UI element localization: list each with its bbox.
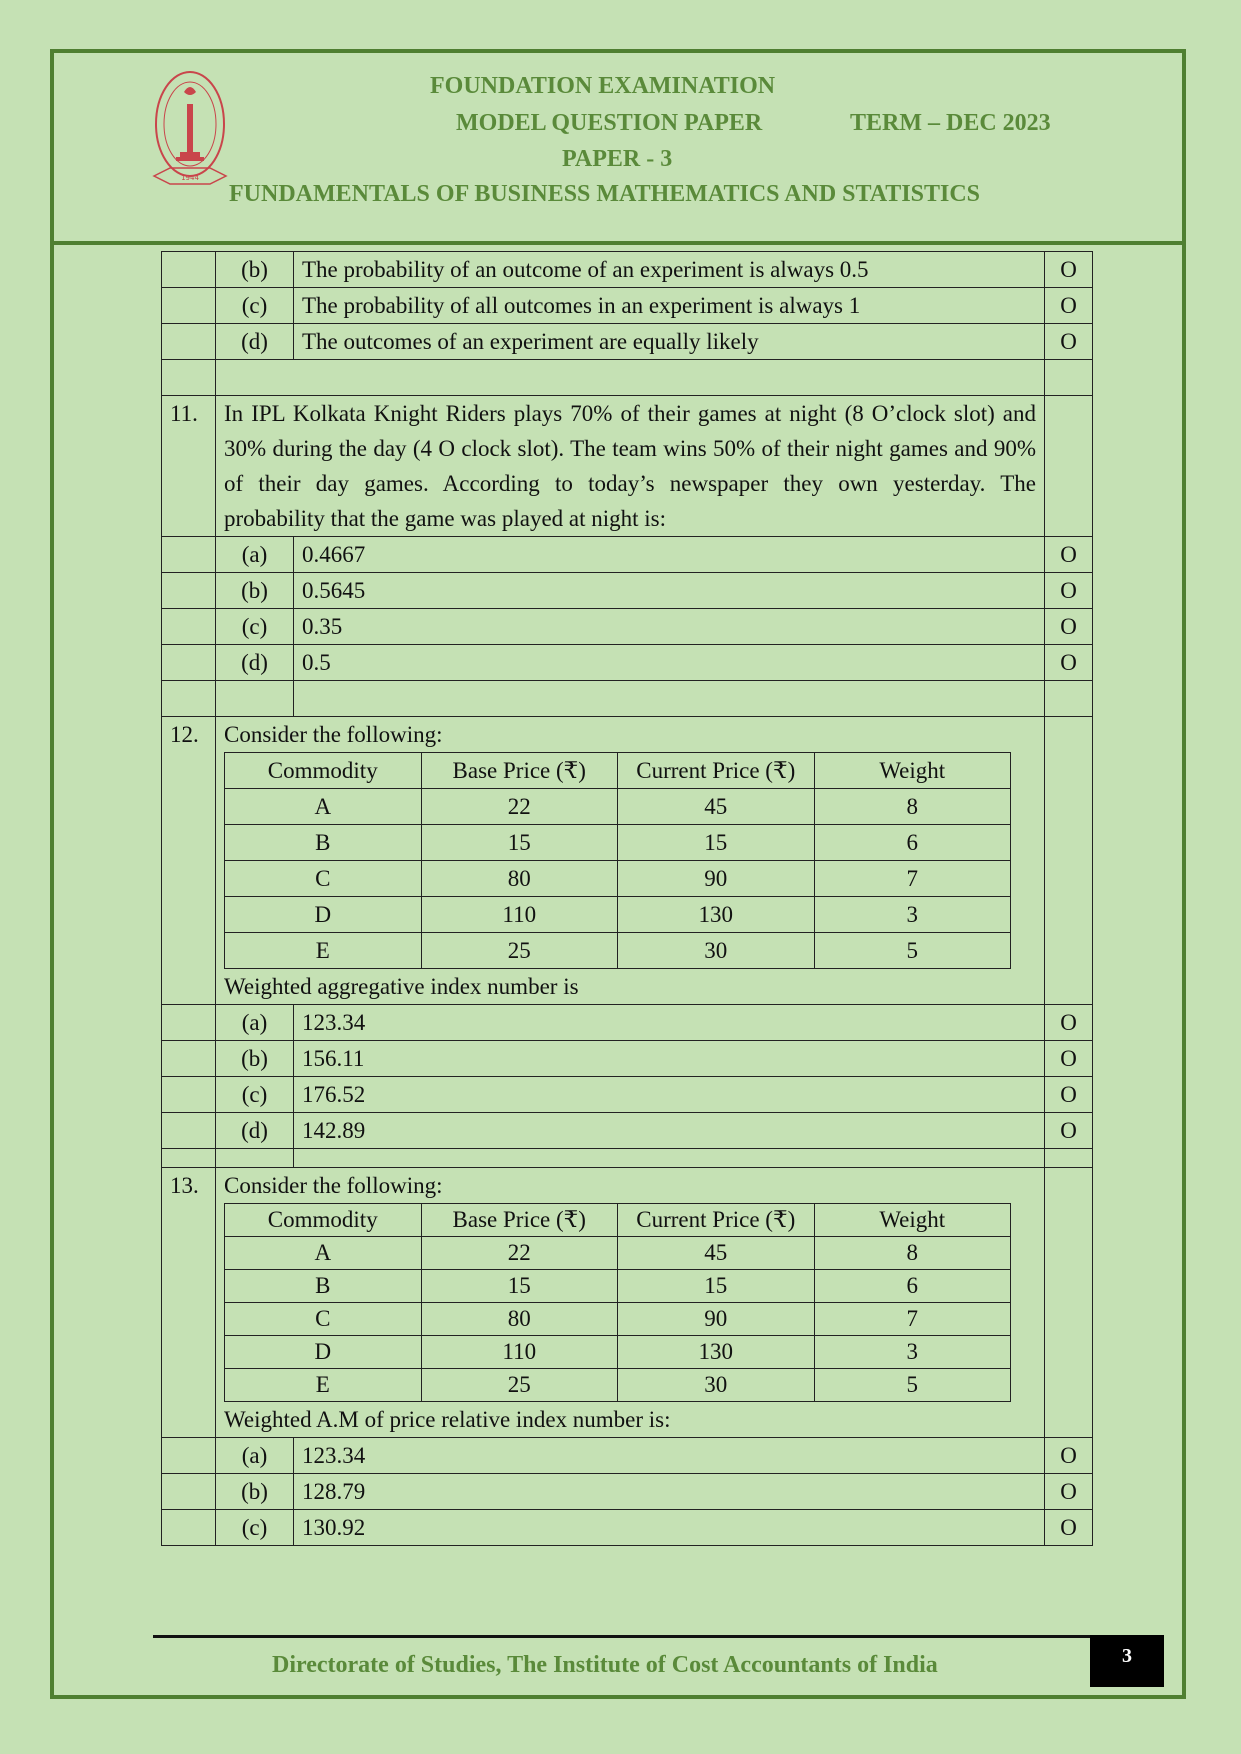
- option-text: 0.5: [294, 645, 1045, 681]
- table-header: Commodity: [225, 1204, 422, 1237]
- option-label: (b): [216, 573, 294, 609]
- table-cell: D: [225, 897, 422, 933]
- answer-mark[interactable]: O: [1045, 252, 1093, 288]
- header-divider: [50, 241, 1186, 245]
- table-row: [225, 825, 1011, 861]
- question-text: Weighted aggregative index number is: [224, 974, 579, 999]
- table-row: [225, 1303, 1011, 1336]
- option-row: [162, 537, 1093, 573]
- table-header-row: [225, 1204, 1011, 1237]
- table-cell: A: [225, 789, 422, 825]
- answer-mark[interactable]: O: [1045, 1113, 1093, 1149]
- table-cell: 30: [618, 1369, 815, 1402]
- option-row: [162, 609, 1093, 645]
- table-cell: 22: [421, 789, 618, 825]
- table-cell: 7: [814, 861, 1011, 897]
- table-cell: 5: [814, 933, 1011, 969]
- table-cell: 6: [814, 825, 1011, 861]
- option-label: (d): [216, 324, 294, 360]
- table-cell: 110: [421, 1336, 618, 1369]
- question-row: [162, 396, 1093, 537]
- spacer-row: [162, 360, 1093, 396]
- answer-mark[interactable]: O: [1045, 1438, 1093, 1474]
- answer-mark[interactable]: O: [1045, 573, 1093, 609]
- table-cell: 110: [421, 897, 618, 933]
- option-row: [162, 645, 1093, 681]
- table-cell: C: [225, 861, 422, 897]
- answer-mark[interactable]: O: [1045, 645, 1093, 681]
- answer-mark[interactable]: O: [1045, 537, 1093, 573]
- answer-mark[interactable]: O: [1045, 324, 1093, 360]
- option-text: The outcomes of an experiment are equally likely: [294, 324, 1045, 360]
- option-row: [162, 1438, 1093, 1474]
- table-cell: 8: [814, 1237, 1011, 1270]
- spacer-row: [162, 1149, 1093, 1168]
- option-text: 142.89: [294, 1113, 1045, 1149]
- option-label: (c): [216, 1077, 294, 1113]
- header-term: TERM – DEC 2023: [850, 110, 1051, 136]
- commodity-table: [224, 1203, 1011, 1402]
- institute-seal-icon: [150, 64, 230, 192]
- table-cell: 6: [814, 1270, 1011, 1303]
- table-cell: D: [225, 1336, 422, 1369]
- question-intro: Consider the following:: [224, 1173, 443, 1198]
- table-cell: 90: [618, 861, 815, 897]
- table-header: Current Price (₹): [618, 1204, 815, 1237]
- question-intro: Consider the following:: [224, 722, 443, 747]
- option-label: (a): [216, 1438, 294, 1474]
- option-row: [162, 1113, 1093, 1149]
- table-cell: 15: [618, 1270, 815, 1303]
- option-row: [162, 1041, 1093, 1077]
- option-text: 0.4667: [294, 537, 1045, 573]
- svg-text:1944: 1944: [181, 174, 199, 182]
- table-cell: A: [225, 1237, 422, 1270]
- option-label: (b): [216, 1041, 294, 1077]
- option-text: 176.52: [294, 1077, 1045, 1113]
- answer-mark[interactable]: O: [1045, 1474, 1093, 1510]
- answer-mark[interactable]: O: [1045, 1077, 1093, 1113]
- question-number: 12.: [162, 717, 216, 1005]
- option-text: 130.92: [294, 1510, 1045, 1546]
- option-label: (d): [216, 645, 294, 681]
- table-row: [225, 933, 1011, 969]
- table-header: Weight: [814, 753, 1011, 789]
- answer-mark[interactable]: O: [1045, 1041, 1093, 1077]
- option-label: (a): [216, 1005, 294, 1041]
- spacer-row: [162, 681, 1093, 717]
- table-cell: 15: [618, 825, 815, 861]
- page-number: 3: [1090, 1635, 1164, 1687]
- option-text: 0.5645: [294, 573, 1045, 609]
- table-cell: 130: [618, 897, 815, 933]
- question-number: 11.: [162, 396, 216, 537]
- table-cell: B: [225, 825, 422, 861]
- table-cell: 90: [618, 1303, 815, 1336]
- option-label: (d): [216, 1113, 294, 1149]
- table-cell: 130: [618, 1336, 815, 1369]
- table-cell: 15: [421, 825, 618, 861]
- option-label: (c): [216, 1510, 294, 1546]
- answer-mark[interactable]: O: [1045, 1005, 1093, 1041]
- question-table: [161, 251, 1093, 1546]
- option-row: [162, 1510, 1093, 1546]
- option-label: (a): [216, 537, 294, 573]
- option-label: (c): [216, 288, 294, 324]
- table-header: Weight: [814, 1204, 1011, 1237]
- option-label: (b): [216, 252, 294, 288]
- table-cell: 15: [421, 1270, 618, 1303]
- answer-mark[interactable]: O: [1045, 288, 1093, 324]
- table-row: [225, 1336, 1011, 1369]
- question-text: Weighted A.M of price relative index number is:: [224, 1407, 671, 1432]
- table-cell: 7: [814, 1303, 1011, 1336]
- option-text: The probability of an outcome of an experiment is always 0.5: [294, 252, 1045, 288]
- header-line2: MODEL QUESTION PAPER: [456, 110, 763, 136]
- option-row: [162, 1474, 1093, 1510]
- option-row: [162, 288, 1093, 324]
- table-header: Base Price (₹): [421, 1204, 618, 1237]
- option-text: 128.79: [294, 1474, 1045, 1510]
- table-cell: C: [225, 1303, 422, 1336]
- table-cell: B: [225, 1270, 422, 1303]
- table-header: Current Price (₹): [618, 753, 815, 789]
- option-text: The probability of all outcomes in an experiment is always 1: [294, 288, 1045, 324]
- option-row: [162, 573, 1093, 609]
- table-cell: 45: [618, 1237, 815, 1270]
- header-line1: FOUNDATION EXAMINATION: [430, 73, 776, 99]
- option-row: [162, 252, 1093, 288]
- table-cell: 25: [421, 1369, 618, 1402]
- table-row: [225, 1369, 1011, 1402]
- footer-divider: [153, 1635, 1092, 1638]
- header-line4: FUNDAMENTALS OF BUSINESS MATHEMATICS AND STATISTICS: [229, 181, 981, 207]
- table-cell: 80: [421, 861, 618, 897]
- table-header: Base Price (₹): [421, 753, 618, 789]
- table-cell: 3: [814, 1336, 1011, 1369]
- footer-text: Directorate of Studies, The Institute of Cost Accountants of India: [272, 1652, 938, 1678]
- option-row: [162, 1077, 1093, 1113]
- option-text: 0.35: [294, 609, 1045, 645]
- option-text: 123.34: [294, 1438, 1045, 1474]
- commodity-table: [224, 752, 1011, 969]
- table-header: Commodity: [225, 753, 422, 789]
- table-cell: E: [225, 1369, 422, 1402]
- table-cell: 8: [814, 789, 1011, 825]
- question-stem: In IPL Kolkata Knight Riders plays 70% of their games at night (8 O’clock slot) and 30% during the day (4 O clock slot). The team wins 50% of their night games and 90% of their day games. According to today’s newspaper they own yesterday. The probability that the game was played at night is:: [216, 396, 1045, 537]
- table-cell: 5: [814, 1369, 1011, 1402]
- answer-mark[interactable]: O: [1045, 1510, 1093, 1546]
- table-header-row: [225, 753, 1011, 789]
- table-cell: 80: [421, 1303, 618, 1336]
- table-cell: 45: [618, 789, 815, 825]
- option-row: [162, 1005, 1093, 1041]
- table-row: [225, 789, 1011, 825]
- option-text: 156.11: [294, 1041, 1045, 1077]
- question-row: [162, 1168, 1093, 1438]
- table-row: [225, 861, 1011, 897]
- option-label: (c): [216, 609, 294, 645]
- table-cell: 30: [618, 933, 815, 969]
- table-cell: 25: [421, 933, 618, 969]
- answer-mark[interactable]: O: [1045, 609, 1093, 645]
- table-row: [225, 897, 1011, 933]
- table-row: [225, 1270, 1011, 1303]
- question-row: [162, 717, 1093, 1005]
- table-row: [225, 1237, 1011, 1270]
- table-cell: 22: [421, 1237, 618, 1270]
- option-text: 123.34: [294, 1005, 1045, 1041]
- table-cell: E: [225, 933, 422, 969]
- table-cell: 3: [814, 897, 1011, 933]
- question-number: 13.: [162, 1168, 216, 1438]
- option-label: (b): [216, 1474, 294, 1510]
- option-row: [162, 324, 1093, 360]
- header-line3: PAPER - 3: [562, 146, 673, 172]
